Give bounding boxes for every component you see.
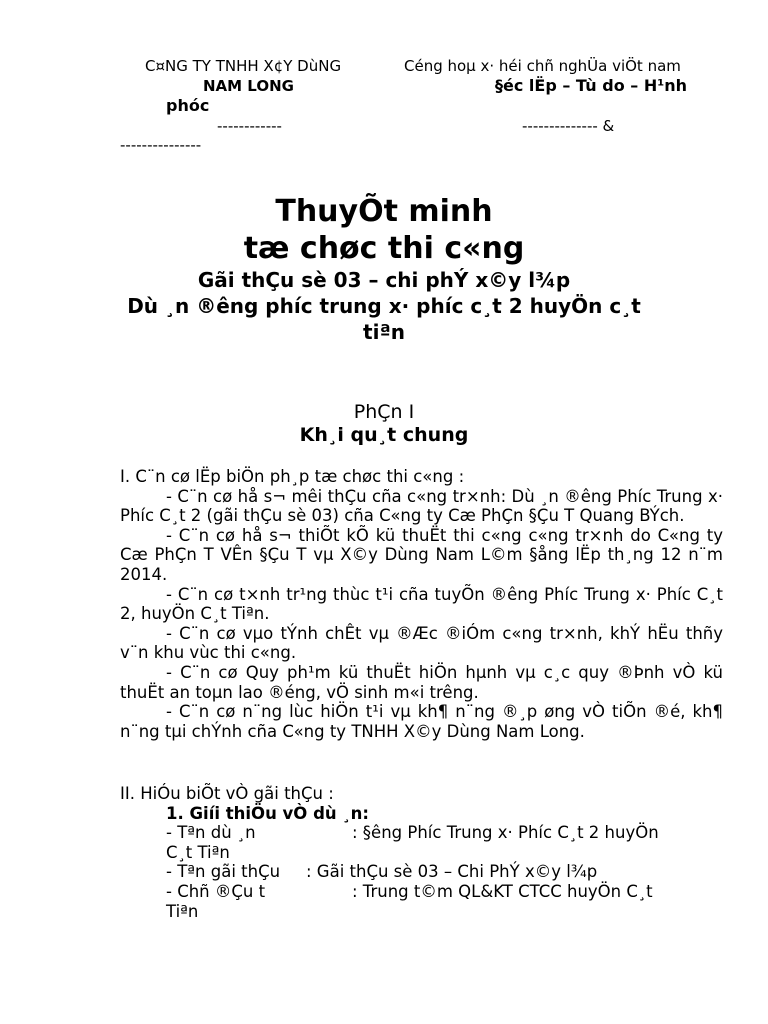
- basis-item: - C¨n cø vµo tÝnh chÊt vµ ®Æc ®iÓm c«ng tr×nh, khÝ hËu thñy v¨n khu vùc thi c«ng.: [120, 623, 723, 663]
- project-info-row: [120, 862, 723, 882]
- info-value: : §êng Phíc Trung x· Phíc C¸t 2 huyÖn: [352, 823, 659, 843]
- section-2-subheading: 1. Giíi thiÖu vÒ dù ¸n:: [166, 803, 369, 823]
- project-info-row: [120, 882, 723, 921]
- company-name-line1: C¤NG TY TNHH X¢Y DùNG: [145, 57, 342, 75]
- basis-item: - C¨n cø hå s¬ thiÕt kÕ kü thuËt thi c«ng c«ng tr×nh do C«ng ty Cæ PhÇn T VÊn §Çu T vµ X©y Dùng Nam L©m §ång lËp th¸ng 12 n¨m 2014.: [120, 525, 723, 584]
- basis-item: - C¨n cø Quy ph¹m kü thuËt hiÖn hµnh vµ c¸c quy ®Þnh vÒ kü thuËt an toµn lao ®éng, vÖ sinh m«i trêng.: [120, 662, 723, 702]
- basis-item: - C¨n cø hå s¬ mêi thÇu cña c«ng tr×nh: Dù ¸n ®êng Phíc Trung x· Phíc C¸t 2 (gãi thÇu sè 03) cña C«ng ty Cæ PhÇn §Çu T Quang BÝch.: [120, 486, 723, 526]
- part-name: Kh¸i qu¸t chung: [299, 424, 469, 446]
- title-line1: ThuyÕt minh: [275, 194, 493, 229]
- info-key: - Tªn gãi thÇu: [166, 862, 281, 882]
- section-1-heading: I. C¨n cø lËp biÖn ph¸p tæ chøc thi c«ng :: [120, 467, 465, 486]
- company-name-line2: NAM LONG: [203, 77, 294, 95]
- republic-line1: Céng hoµ x· héi chñ nghÜa viÖt nam: [404, 57, 681, 75]
- title-package: Gãi thÇu sè 03 – chi phÝ x©y l¾p: [197, 268, 571, 292]
- info-value: : Gãi thÇu sè 03 – Chi PhÝ x©y l¾p: [306, 862, 598, 882]
- info-key: - Tªn dù ¸n: [166, 823, 256, 843]
- section-1: [120, 467, 723, 741]
- title-line2: tæ chøc thi c«ng: [243, 231, 525, 266]
- info-value-cont: C¸t Tiªn: [166, 842, 230, 862]
- section-2-heading: II. HiÓu biÕt vÒ gãi thÇu :: [120, 784, 334, 803]
- info-value-cont: Tiªn: [166, 901, 199, 921]
- separator-right: -------------- &: [522, 117, 615, 135]
- project-info-row: [120, 823, 723, 862]
- section-2: [120, 784, 723, 921]
- republic-motto-cont: phóc: [166, 96, 210, 115]
- info-value: : Trung t©m QL&KT CTCC huyÖn C¸t: [352, 881, 653, 901]
- title-project-cont: tiªn: [363, 320, 405, 344]
- basis-item: - C¨n cø n¨ng lùc hiÖn t¹i vµ kh¶ n¨ng ®¸p øng vÒ tiÕn ®é, kh¶ n¨ng tµi chÝnh cña C«ng ty TNHH X©y Dùng Nam Long.: [120, 702, 723, 741]
- separator-cont: ---------------: [120, 136, 202, 154]
- info-key: - Chñ ®Çu t: [166, 881, 266, 901]
- separator-left: ------------: [217, 117, 282, 135]
- basis-item: - C¨n cø t×nh tr¹ng thùc t¹i cña tuyÕn ®êng Phíc Trung x· Phíc C¸t 2, huyÖn C¸t Tiªn.: [120, 584, 723, 624]
- title-project: Dù ¸n ®êng phíc trung x· phíc c¸t 2 huyÖn c¸t: [127, 294, 641, 318]
- republic-motto: §éc lËp – Tù do – H¹nh: [495, 76, 688, 95]
- part-label: PhÇn I: [353, 401, 415, 423]
